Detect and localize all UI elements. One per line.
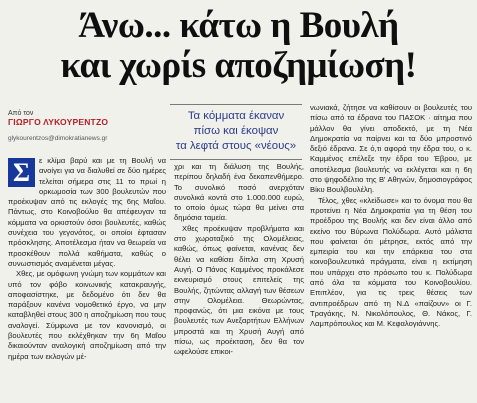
paragraph: Χθες, με ομόφωνη γνώμη των κομμάτων και υπό τον φόβο κοινωνικής κατακραυγής, αποφασίστηκε, με δεδομένο ότι δεν θα παράξουν κανένα νομοθετικό έργο, να μην καταβληθεί στους 300 η αποζημίωση που τους αναλογεί. Σύμφωνα με τον κανονισμό, οι βουλευτές που εκλέχθηκαν την 6η Μαΐου δικαιούνταν αναλογική αποζημίωση από την ημέρα των εκλογών μέ- xyxy=(8,269,166,361)
paragraph: νωνιακά, ζήτησε να καθίσουν οι βουλευτές του πίσω από τα έδρανα του ΠΑΣΟΚ · αίτημα που μάλλον θα γίνει αποδεκτό, με τη Νέα Δημοκρατία να παίρνει και τα δύο μπροστινό δεξιό έδρανα. Σε ό,τι αφορά την έδρα του, ο κ. Καμμένος επέλεξε την έδρα του Έβρου, με αποτέλεσμα βουλευτής να εκλέγεται και η 6η στο ψηφοδέλτιο της Β' Αθηνών, δημοσιογράφος Βίκυ Βουλβουλέλη. xyxy=(310,103,472,195)
byline-prefix: Από τον xyxy=(8,110,34,117)
byline xyxy=(8,110,128,142)
paragraph: Τέλος, χθες «κλείδωσε» και το όνομα που θα προτείνει η Νέα Δημοκρατία για τη θέση του προέδρου της Βουλής και δεν είναι άλλο από εκείνο του Βύρωνα Πολύδωρα. Αυτό μάλιστα που φαίνεται ότι μέτρησε, εκτός από την εμπειρία του και την επάρκεια του στα κοινοβουλευτικά πράγματα, είναι η εκτίμηση που υπάρχει στο πρόσωπο του κ. Πολύδωρα από όλα τα κόμματα του Κοινοβουλίου. Επιπλέον, για τις τρεις θέσεις των αντιπροέδρων από τη Ν.Δ «παίζουν» οι Γ. Τραγάκης, Ν. Νικολόπουλος, Θ. Νάκος, Γ. Λαμπρόπουλος και Μ. Κεφαλογιάννης. xyxy=(310,195,472,329)
headline-line-1: Άνω... κάτω η Βουλή xyxy=(78,5,399,46)
article-column-2 xyxy=(174,162,304,403)
subheadline-box xyxy=(170,104,302,160)
dropcap: Σ xyxy=(8,158,35,187)
article-column-3 xyxy=(310,103,472,403)
subheadline-line-1: Τα κόμματα έκαναν xyxy=(187,110,285,122)
headline-line-2: και χωρίs αποζημίωση! xyxy=(60,45,417,86)
paragraph: χρι και τη διάλυση της Βουλής, περίπου δηλαδή ένα δεκαπενθήμερο. Το συνολικό ποσό ανερχόταν συνολικά κοντά στο 1.000.000 ευρώ, το οποίο όμως τώρα θα μείνει στα δημόσια ταμεία. xyxy=(174,162,304,223)
byline-email: glykourentzos@dimokratianews.gr xyxy=(8,135,108,142)
subheadline-line-3: τα λεφτά στους «νέους» xyxy=(175,140,297,152)
subheadline-line-2: πίσω και έκοψαν xyxy=(193,125,279,137)
article-column-1 xyxy=(8,156,166,403)
paragraph-text: ε κλίμα βαρύ και με τη Βουλή να ανοίγει για να διαλυθεί σε δύο ημέρες τελείται σήμερα στις 11 το πρωί η ορκωμοσία των 300 βουλευτών που προέκυψαν από τις εκλογές της 6ης Μαΐου. Πάντως, στο Κοινοβούλιο θα απέφευγαν τα κόμματα να ορκιστούν όσοι βουλευτές, καθώς συνέχεια του γεγονότος, οι οποίοι έφτασαν πρόσκλησης. Αποτέλεσμα ήταν να θεωρεία να προσκέθουν πολλά καθήματα, καθώς ο συνωστισμός αναμένεται μέγας. xyxy=(8,156,166,268)
headline xyxy=(0,6,477,86)
byline-author: ΓΙΩΡΓΟ ΛΥΚΟΥΡΕΝΤΖΟ xyxy=(8,117,109,127)
paragraph: Χθες προέκυψαν προβλήματα και στο χωροταξικό της Ολομέλειας, καθώς, όπως φαίνεται, κανένας δεν θέλει να καθίσει δίπλα στη Χρυσή Αυγή. Ο Πάνος Καμμένος προκάλεσε εκνευρισμό στους επιτελείς της Βουλής, ζητώντας αλλαγή των θέσεων στην Ολομέλεια. Θεωρώντας, προφανώς, ότι μια εικόνα με τους βουλευτές των Ανεξαρτήτων Ελλήνων μπροστά και τη Χρυσή Αυγή από πίσω, ως προέκταση, δεν θα τον ωφελούσε επικοι- xyxy=(174,223,304,357)
paragraph xyxy=(8,156,166,269)
